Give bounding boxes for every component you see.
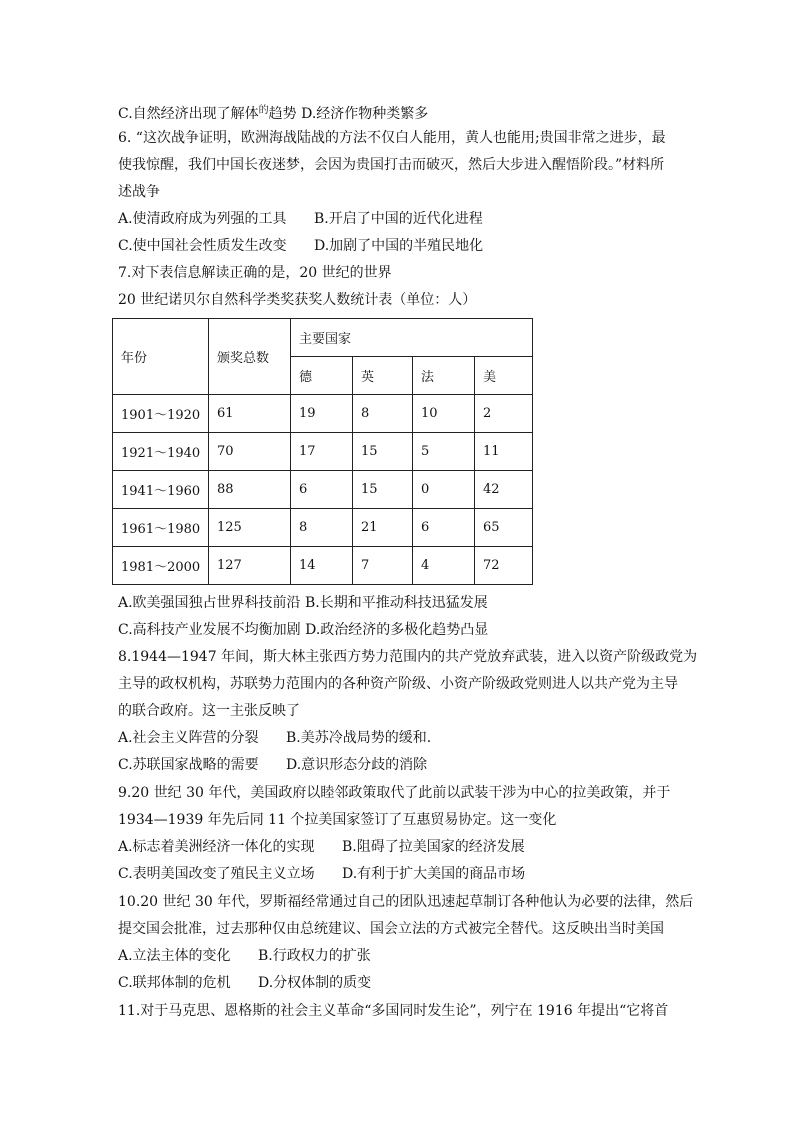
q7-table-caption: 20 世纪诺贝尔自然科学类奖获奖人数统计表（单位：人） bbox=[118, 292, 477, 308]
q8-stem-line-3: 的联合政府。这一主张反映了 bbox=[118, 703, 300, 719]
table-row bbox=[113, 471, 533, 509]
table-cell: 8 bbox=[291, 509, 353, 547]
table-cell: 70 bbox=[209, 433, 291, 471]
q6-options-cd bbox=[118, 236, 678, 256]
table-cell: 1921～1940 bbox=[113, 433, 209, 471]
q10-option-b: B.行政权力的扩张 bbox=[258, 948, 371, 964]
q10-option-d: D.分权体制的质变 bbox=[258, 975, 372, 991]
q10-stem-line-1: 10.20 世纪 30 年代，罗斯福经常通过自己的团队迅速起草制订各种他认为必要的法律，然后 bbox=[118, 894, 694, 910]
q5-option-d-text: 趋势 D.经济作物种类繁多 bbox=[268, 106, 429, 122]
table-cell: 61 bbox=[209, 395, 291, 433]
q7-options-ab: A.欧美强国独占世界科技前沿 B.长期和平推动科技迅猛发展 bbox=[118, 595, 488, 611]
q8-option-a: A.社会主义阵营的分裂 bbox=[118, 730, 259, 746]
q6-option-d: D.加剧了中国的半殖民地化 bbox=[314, 238, 484, 254]
table-cell: 10 bbox=[413, 395, 475, 433]
q8-option-d: D.意识形态分歧的消除 bbox=[286, 757, 428, 773]
table-cell: 1901～1920 bbox=[113, 395, 209, 433]
q9-options-cd bbox=[118, 864, 678, 884]
table-cell: 11 bbox=[475, 433, 533, 471]
header-countries: 主要国家 bbox=[291, 319, 533, 357]
table-cell: 6 bbox=[413, 509, 475, 547]
q8-option-c: C.苏联国家战略的需要 bbox=[118, 757, 259, 773]
table-cell: 125 bbox=[209, 509, 291, 547]
table-cell: 1981～2000 bbox=[113, 547, 209, 585]
q6-stem-line-1: 6. “这次战争证明，欧洲海战陆战的方法不仅白人能用，黄人也能用;贵国非常之进步，最 bbox=[118, 130, 666, 146]
q8-options-cd bbox=[118, 755, 678, 775]
q9-option-b: B.阻碍了拉美国家的经济发展 bbox=[342, 839, 525, 855]
q6-stem-line-2: 使我惊醒，我们中国长夜迷梦，会因为贵国打击而破灭，然后大步进入醒悟阶段。”材料所 bbox=[118, 157, 665, 173]
q6-option-a: A.使清政府成为列强的工具 bbox=[118, 211, 287, 227]
q7-options-cd: C.高科技产业发展不均衡加剧 D.政治经济的多极化趋势凸显 bbox=[118, 622, 489, 638]
header-year: 年份 bbox=[113, 319, 209, 395]
q9-option-d: D.有利于扩大美国的商品市场 bbox=[342, 866, 526, 882]
q6-stem-line-3: 述战争 bbox=[118, 184, 160, 200]
q5-superscript: 的 bbox=[258, 105, 269, 116]
table-cell: 1961～1980 bbox=[113, 509, 209, 547]
table-cell: 5 bbox=[413, 433, 475, 471]
q10-option-c: C.联邦体制的危机 bbox=[118, 975, 231, 991]
table-cell: 6 bbox=[291, 471, 353, 509]
nobel-stats-table bbox=[112, 318, 533, 585]
table-cell: 2 bbox=[475, 395, 533, 433]
q11-stem-line-1: 11.对于马克思、恩格斯的社会主义革命“多国同时发生论”，列宁在 1916 年提出“它将首 bbox=[118, 1003, 669, 1019]
table-header-row bbox=[113, 319, 533, 357]
header-country: 德 bbox=[291, 357, 353, 395]
header-country: 英 bbox=[353, 357, 413, 395]
header-country: 法 bbox=[413, 357, 475, 395]
q9-stem-line-1: 9.20 世纪 30 年代，美国政府以睦邻政策取代了此前以武装干涉为中心的拉美政策，并于 bbox=[118, 785, 671, 801]
table-cell: 88 bbox=[209, 471, 291, 509]
q10-options-ab bbox=[118, 946, 678, 966]
q6-option-c: C.使中国社会性质发生改变 bbox=[118, 238, 287, 254]
table-cell: 0 bbox=[413, 471, 475, 509]
table-cell: 72 bbox=[475, 547, 533, 585]
table-cell: 14 bbox=[291, 547, 353, 585]
table-cell: 42 bbox=[475, 471, 533, 509]
q8-options-ab bbox=[118, 728, 678, 748]
table-row bbox=[113, 547, 533, 585]
table-cell: 65 bbox=[475, 509, 533, 547]
table-cell: 21 bbox=[353, 509, 413, 547]
table-cell: 1941～1960 bbox=[113, 471, 209, 509]
q9-option-c: C.表明美国改变了殖民主义立场 bbox=[118, 866, 315, 882]
q7-stem-line-1: 7.对下表信息解读正确的是，20 世纪的世界 bbox=[118, 265, 392, 281]
header-country: 美 bbox=[475, 357, 533, 395]
q10-stem-line-2: 提交国会批准，过去那种仅由总统建议、国会立法的方式被完全替代。这反映出当时美国 bbox=[118, 921, 664, 937]
table-row bbox=[113, 433, 533, 471]
q10-option-a: A.立法主体的变化 bbox=[118, 948, 231, 964]
table-cell: 8 bbox=[353, 395, 413, 433]
q8-stem-line-1: 8.1944—1947 年间，斯大林主张西方势力范围内的共产党放弃武装，进入以资产阶级政党为 bbox=[118, 649, 698, 665]
table-row bbox=[113, 395, 533, 433]
table-cell: 4 bbox=[413, 547, 475, 585]
q8-option-b: B.美苏冷战局势的缓和. bbox=[286, 730, 432, 746]
q9-option-a: A.标志着美洲经济一体化的实现 bbox=[118, 839, 315, 855]
q9-stem-line-2: 1934—1939 年先后同 11 个拉美国家签订了互惠贸易协定。这一变化 bbox=[118, 812, 557, 828]
table-cell: 15 bbox=[353, 471, 413, 509]
q10-options-cd bbox=[118, 973, 678, 993]
q6-option-b: B.开启了中国的近代化进程 bbox=[314, 211, 483, 227]
q6-options-ab bbox=[118, 209, 678, 229]
table-cell: 17 bbox=[291, 433, 353, 471]
q9-options-ab bbox=[118, 837, 678, 857]
table-cell: 15 bbox=[353, 433, 413, 471]
table-cell: 7 bbox=[353, 547, 413, 585]
q5-options-cd bbox=[118, 101, 678, 124]
header-total: 颁奖总数 bbox=[209, 319, 291, 395]
table-row bbox=[113, 509, 533, 547]
q5-option-c-text: C.自然经济出现了解体 bbox=[118, 106, 259, 122]
table-cell: 127 bbox=[209, 547, 291, 585]
table-cell: 19 bbox=[291, 395, 353, 433]
q8-stem-line-2: 主导的政权机构，苏联势力范围内的各种资产阶级、小资产阶级政党则进人以共产党为主导 bbox=[118, 676, 678, 692]
